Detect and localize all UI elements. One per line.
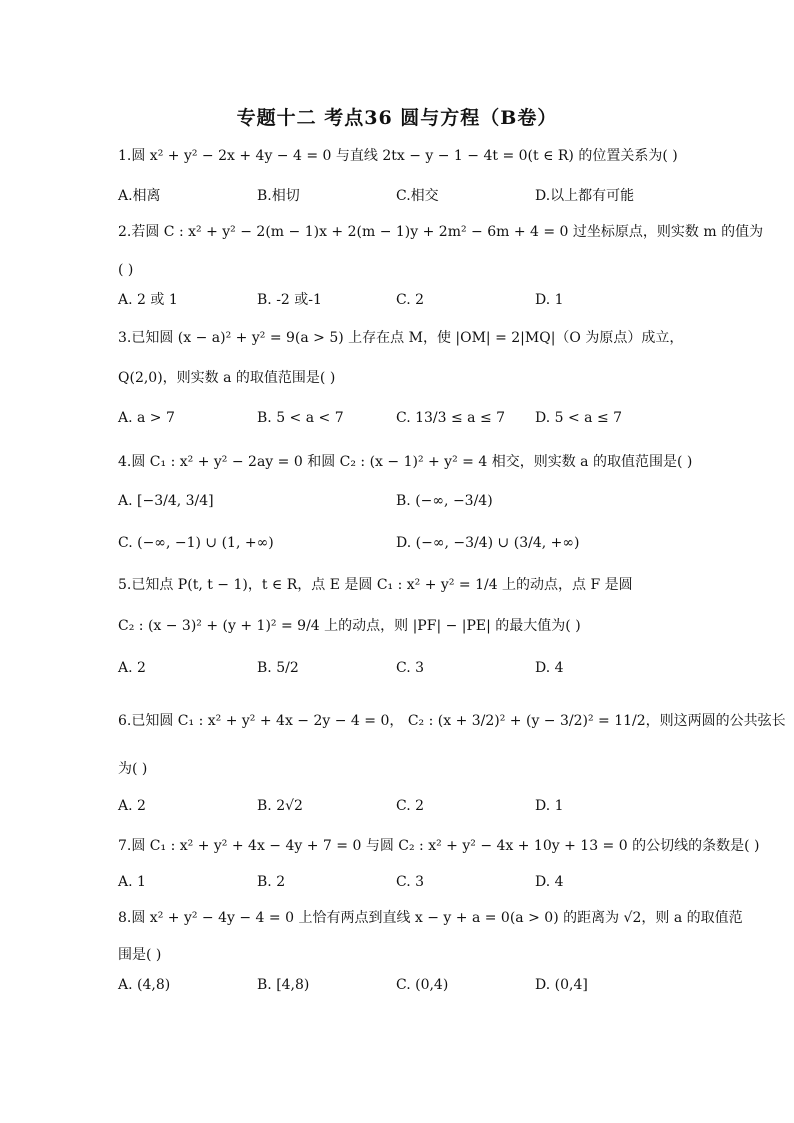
question-3-option-d: D. 5 < a ≤ 7: [535, 410, 623, 426]
question-7-option-a: A. 1: [118, 874, 146, 890]
question-4-stem: 4.圆 C₁ : x² + y² − 2ay = 0 和圆 C₂ : (x − 1)² + y² = 4 相交，则实数 a 的取值范围是( ): [118, 454, 693, 470]
question-7-option-d: D. 4: [535, 874, 564, 890]
page-title: 专题十二 考点36 圆与方程（B卷）: [236, 107, 558, 129]
question-5-stem-cont: C₂ : (x − 3)² + (y + 1)² = 9/4 上的动点，则 |PF| − |PE| 的最大值为( ): [118, 618, 581, 634]
question-2-stem-cont: ( ): [118, 262, 134, 278]
question-4-option-d: D. (−∞, −3/4) ∪ (3/4, +∞): [396, 535, 580, 551]
question-8-option-c: C. (0,4): [396, 977, 449, 993]
question-6-option-b: B. 2√2: [257, 798, 303, 814]
question-2-stem: 2.若圆 C : x² + y² − 2(m − 1)x + 2(m − 1)y + 2m² − 6m + 4 = 0 过坐标原点，则实数 m 的值为: [118, 224, 764, 240]
question-1-option-b: B.相切: [257, 188, 300, 204]
question-1-option-a: A.相离: [118, 188, 161, 204]
question-2-option-b: B. -2 或-1: [257, 292, 322, 308]
question-3-stem: 3.已知圆 (x − a)² + y² = 9(a > 5) 上存在点 M，使 |OM| = 2|MQ|（O 为原点）成立，: [118, 330, 684, 346]
question-5-option-b: B. 5/2: [257, 660, 299, 676]
question-6-option-a: A. 2: [118, 798, 146, 814]
question-5-option-c: C. 3: [396, 660, 425, 676]
question-5-stem: 5.已知点 P(t, t − 1)，t ∈ R，点 E 是圆 C₁ : x² + y² = 1/4 上的动点，点 F 是圆: [118, 577, 633, 593]
question-3-option-c: C. 13/3 ≤ a ≤ 7: [396, 410, 506, 426]
question-7-stem: 7.圆 C₁ : x² + y² + 4x − 4y + 7 = 0 与圆 C₂ : x² + y² − 4x + 10y + 13 = 0 的公切线的条数是( ): [118, 838, 760, 854]
question-6-stem-cont: 为( ): [118, 761, 148, 777]
question-2-option-c: C. 2: [396, 292, 425, 308]
question-1-option-c: C.相交: [396, 188, 439, 204]
question-5-option-d: D. 4: [535, 660, 564, 676]
question-3-option-b: B. 5 < a < 7: [257, 410, 344, 426]
question-8-stem-cont: 围是( ): [118, 947, 162, 963]
question-6-option-d: D. 1: [535, 798, 564, 814]
question-8-stem: 8.圆 x² + y² − 4y − 4 = 0 上恰有两点到直线 x − y + a = 0(a > 0) 的距离为 √2，则 a 的取值范: [118, 910, 743, 926]
question-2-option-a: A. 2 或 1: [118, 292, 178, 308]
question-7-option-b: B. 2: [257, 874, 286, 890]
question-4-option-c: C. (−∞, −1) ∪ (1, +∞): [118, 535, 274, 551]
question-6-option-c: C. 2: [396, 798, 425, 814]
question-3-stem-cont: Q(2,0)，则实数 a 的取值范围是( ): [118, 370, 336, 386]
question-3-option-a: A. a > 7: [118, 410, 175, 426]
question-6-stem: 6.已知圆 C₁ : x² + y² + 4x − 2y − 4 = 0， C₂ : (x + 3/2)² + (y − 3/2)² = 11/2，则这两圆的公共弦长: [118, 713, 786, 729]
question-5-option-a: A. 2: [118, 660, 146, 676]
question-8-option-d: D. (0,4]: [535, 977, 588, 993]
question-8-option-a: A. (4,8): [118, 977, 171, 993]
question-7-option-c: C. 3: [396, 874, 425, 890]
question-1-stem: 1.圆 x² + y² − 2x + 4y − 4 = 0 与直线 2tx − y − 1 − 4t = 0(t ∈ R) 的位置关系为( ): [118, 148, 678, 164]
question-4-option-a: A. [−3/4, 3/4]: [118, 493, 214, 509]
question-1-option-d: D.以上都有可能: [535, 188, 635, 204]
question-8-option-b: B. [4,8): [257, 977, 310, 993]
question-4-option-b: B. (−∞, −3/4): [396, 493, 493, 509]
question-2-option-d: D. 1: [535, 292, 564, 308]
